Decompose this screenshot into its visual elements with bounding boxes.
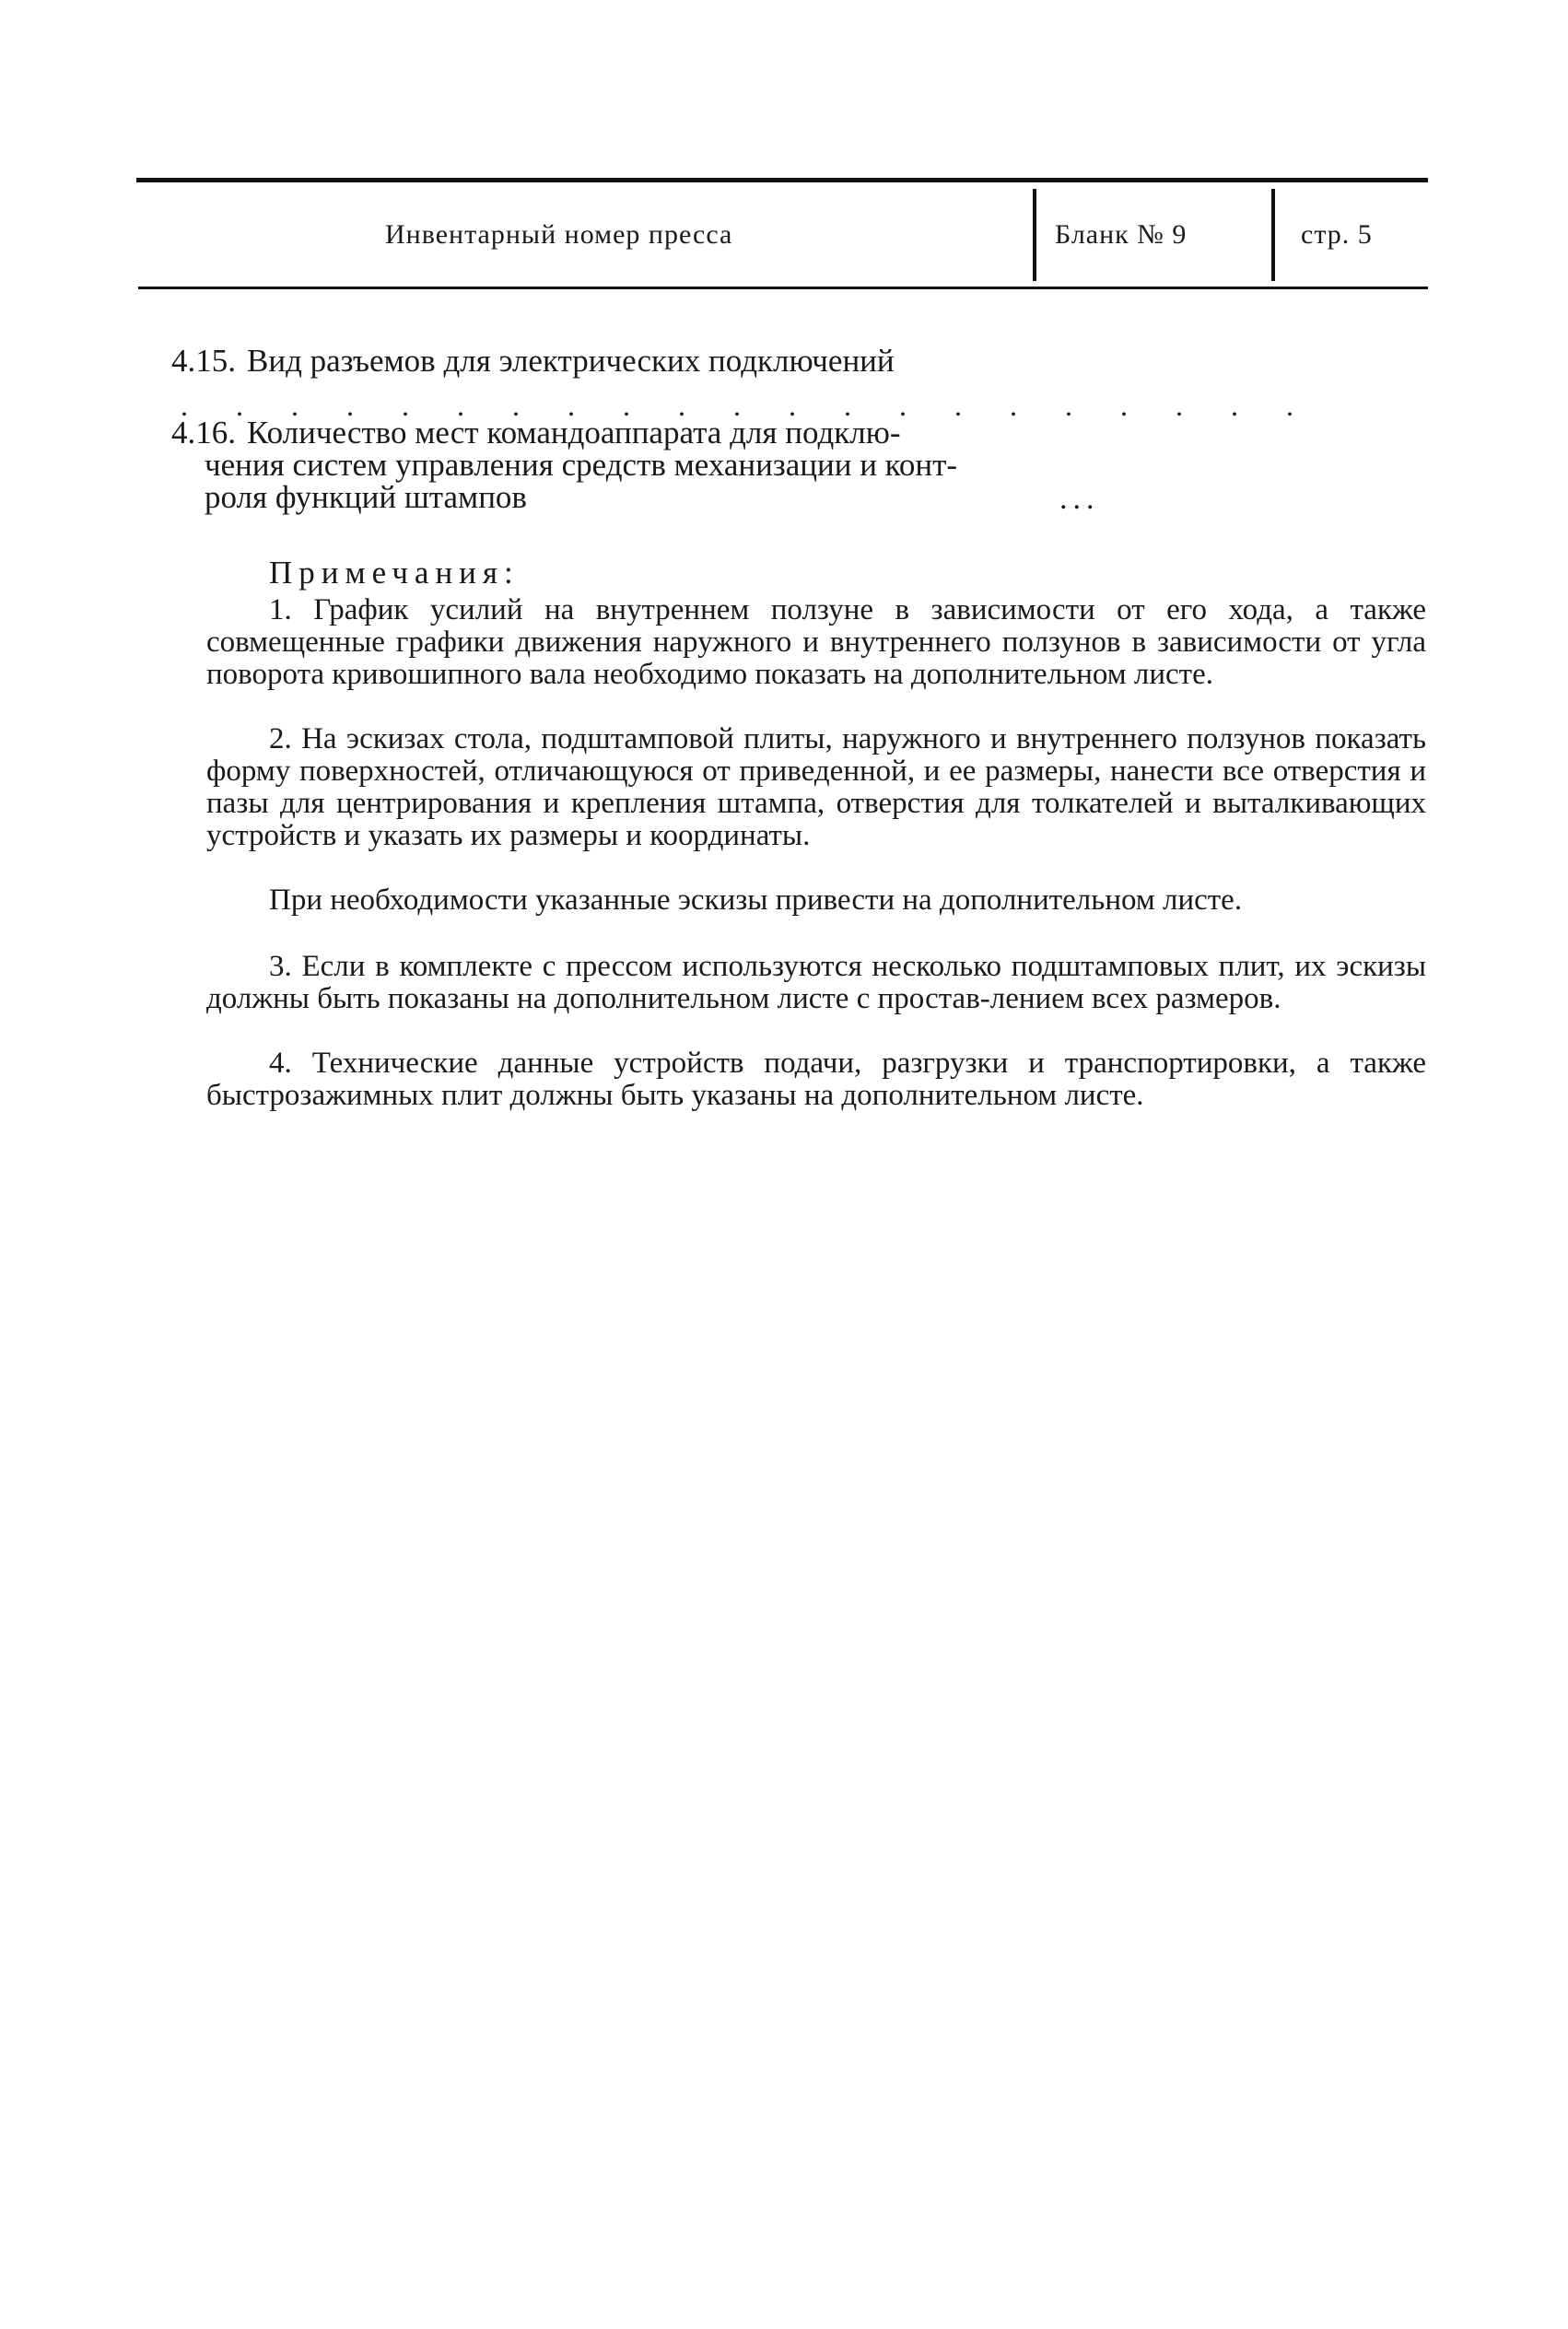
item-4-15 bbox=[171, 343, 895, 380]
inventory-number-label: Инвентарный номер пресса bbox=[385, 219, 733, 250]
fill-dots: . . . . . . . . . . . . . . . . . . . . . bbox=[181, 389, 1314, 422]
header-divider-2 bbox=[1271, 189, 1275, 281]
form-number-label: Бланк № 9 bbox=[1055, 219, 1188, 250]
note-paragraph-1: 1. График усилий на внутреннем ползуне в зависимости от его хода, а также совмещенные графики движения наружного и внутреннего ползунов в зависимости от угла поворота кривошипного вала необходимо показать на дополнительном листе. bbox=[206, 593, 1426, 691]
item-4-16 bbox=[171, 415, 901, 451]
header-divider-1 bbox=[1033, 189, 1036, 281]
note-paragraph-2b: При необходимости указанные эскизы привести на дополнительном листе. bbox=[269, 884, 1243, 917]
item-text-line-2: чения систем управления средств механизации и конт- bbox=[205, 447, 958, 483]
page-number-label: стр. 5 bbox=[1301, 219, 1373, 250]
item-number: 4.15. bbox=[171, 343, 236, 379]
note-paragraph-4: 4. Технические данные устройств подачи, разгрузки и транспортировки, а также быстрозажимных плит должны быть указаны на дополнительном листе. bbox=[206, 1047, 1426, 1112]
item-text-line-1: Количество мест командоаппарата для подклю- bbox=[247, 415, 901, 451]
notes-title: Примечания: bbox=[269, 555, 520, 591]
item-number: 4.16. bbox=[171, 415, 236, 451]
item-value-ellipsis: ... bbox=[1059, 482, 1100, 516]
header-top-rule bbox=[136, 178, 1428, 182]
note-paragraph-3: 3. Если в комплекте с прессом используются несколько подштамповых плит, их эскизы должны быть показаны на дополнительном листе с простав-лением всех размеров. bbox=[206, 950, 1426, 1015]
header-bottom-rule bbox=[138, 287, 1428, 289]
note-paragraph-2: 2. На эскизах стола, подштамповой плиты, наружного и внутреннего ползунов показать форму поверхностей, отличающуюся от приведенной, и ее размеры, нанести все отверстия и пазы для центрирования и крепления штампа, отверстия для толкателей и выталкивающих устройств и указать их размеры и координаты. bbox=[206, 722, 1426, 852]
item-text-line-3: роля функций штампов bbox=[205, 479, 527, 515]
item-text: Вид разъемов для электрических подключений bbox=[247, 343, 895, 379]
